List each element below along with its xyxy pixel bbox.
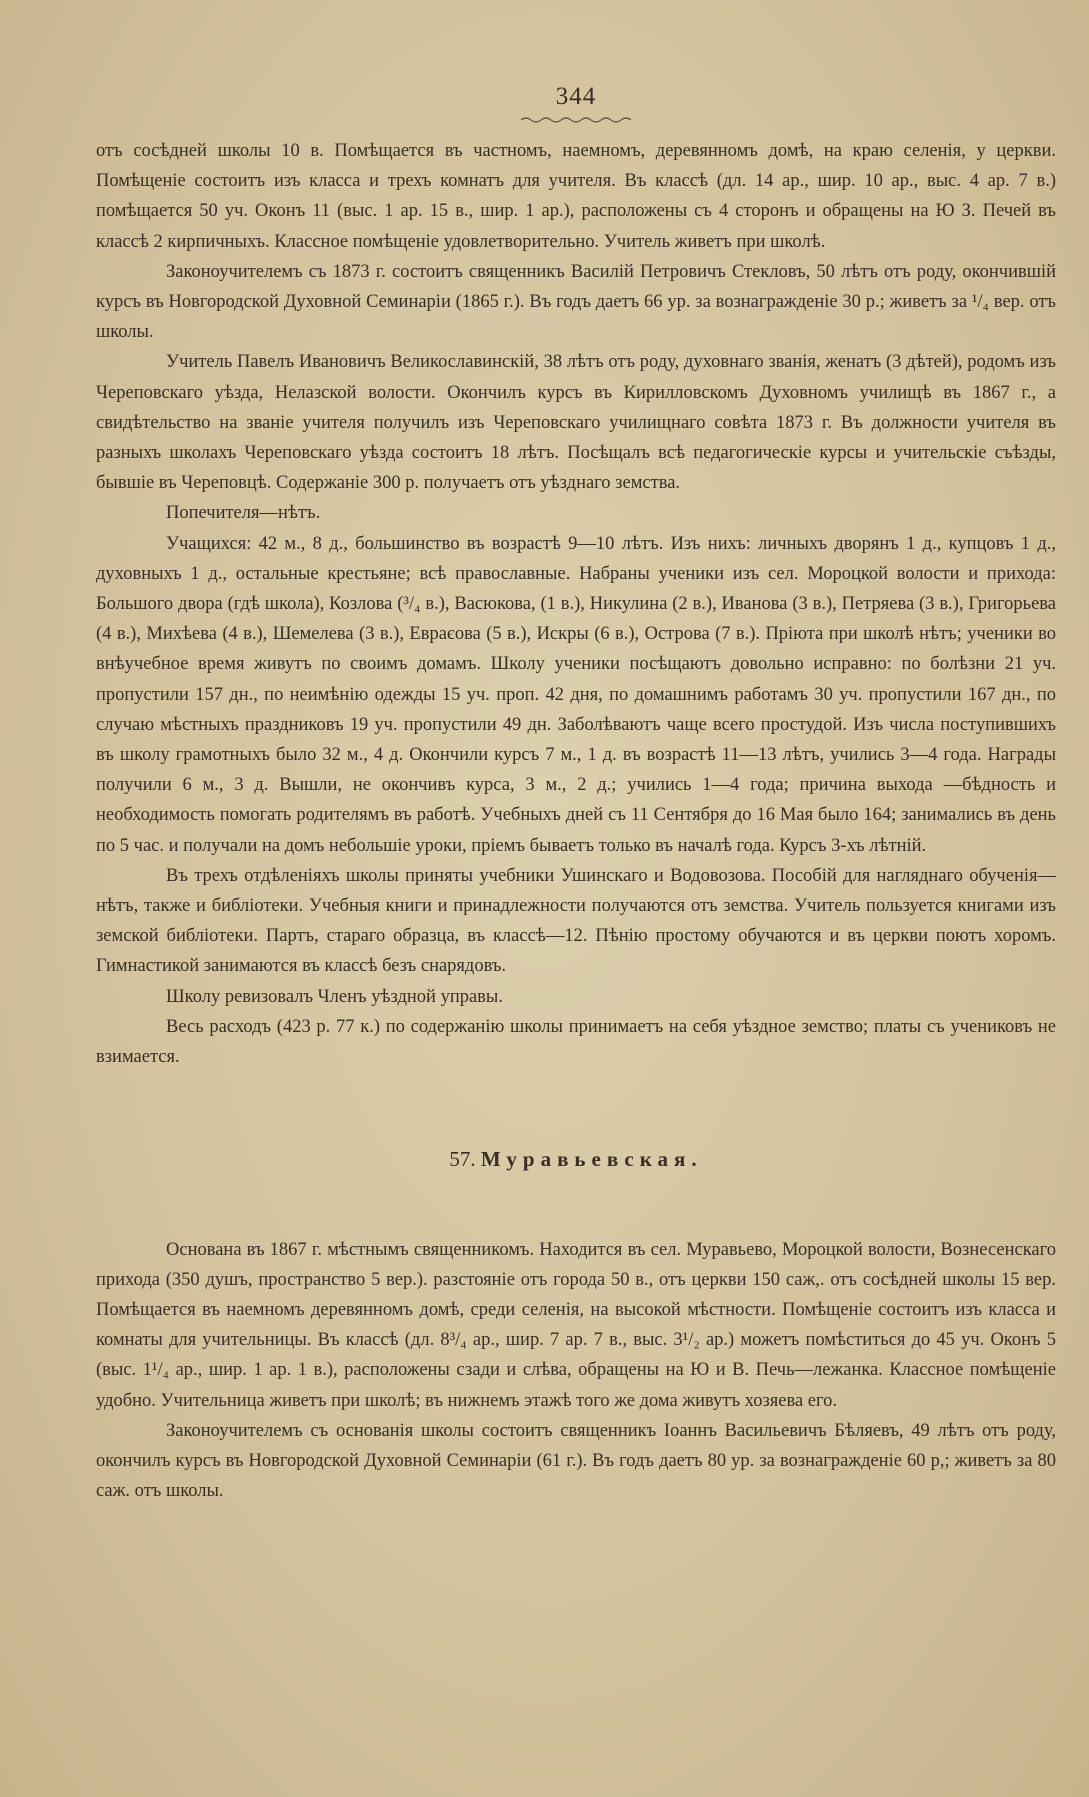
paragraph-3: Учитель Павелъ Ивановичъ Великославинскій, 38 лѣтъ отъ роду, духовнаго званія, женатъ (3 дѣтей), родомъ изъ Череповскаго уѣзда, Нелазской волости. Окончилъ курсъ въ Кирилловскомъ Духовномъ училищѣ въ 1867 г., а свидѣтельство на званіе учителя получилъ изъ Череповскаго училищнаго совѣта 1873 г. Въ должности учителя въ разныхъ школахъ Череповскаго уѣзда состоитъ 18 лѣтъ. Посѣщалъ всѣ педагогическіе курсы и учительскіе съѣзды, бывшіе въ Череповцѣ. Содержаніе 300 р. получаетъ отъ уѣзднаго земства. — [96, 352, 1056, 494]
section-number: 57. — [449, 1147, 476, 1172]
paragraph-8: Весь расходъ (423 р. 77 к.) по содержанію школы принимаетъ на себя уѣздное земство; платы съ учениковъ не взимается. — [96, 1016, 1056, 1068]
paragraph-1: отъ сосѣдней школы 10 в. Помѣщается въ частномъ, наемномъ, деревянномъ домѣ, на краю селенія, у церкви. Помѣщеніе состоитъ изъ класса и трехъ комнатъ для учителя. Въ классѣ (дл. 14 ар., шир. 10 ар., выс. 4 ар. 7 в.) помѣщается 50 уч. Оконъ 11 (выс. 1 ар. 15 в., шир. 1 ар.), расположены съ 4 сторонъ и обращены на Ю З. Печей въ классѣ 2 кирпичныхъ. Классное помѣщеніе удовлетворительно. Учитель живетъ при школѣ. — [96, 141, 1056, 252]
paragraph-5: Учащихся: 42 м., 8 д., большинство въ возрастѣ 9—10 лѣтъ. Изъ нихъ: личныхъ дворянъ 1 д., купцовъ 1 д., духовныхъ 1 д., остальные крестьяне; всѣ православные. Набраны ученики изъ сел. Мороцкой волости и прихода: Большого двора (гдѣ школа), Козлова (³/₄ в.), Васюкова, (1 в.), Никулина (2 в.), Иванова (3 в.), Петряева (3 в.), Григорьева (4 в.), Михѣева (4 в.), Шемелева (3 в.), Евраєова (5 в.), Искры (6 в.), Острова (7 в.). Пріюта при школѣ нѣтъ; ученики во внѣучебное время живутъ по своимъ домамъ. Школу ученики посѣщаютъ довольно исправно: по болѣзни 21 уч. пропустили 157 дн., по неимѣнію одежды 15 уч. проп. 42 дня, по домашнимъ работамъ 30 уч. пропустили 167 дн., по случаю мѣстныхъ праздниковъ 19 уч. пропустили 49 дн. Заболѣваютъ чаще всего простудой. Изъ числа поступившихъ въ школу грамотныхъ было 32 м., 4 д. Окончили курсъ 7 м., 1 д. въ возрастѣ 11—13 лѣтъ, учились 3—4 года. Награды получили 6 м., 3 д. Вышли, не окончивъ курса, 3 м., 2 д.; учились 1—4 года; причина выхода —бѣдность и необходимость помогать родителямъ въ работѣ. Учебныхъ дней съ 11 Сентября до 16 Мая было 164; занимались въ день по 5 час. и получали на домъ небольшіе уроки, пріемъ бываетъ только въ началѣ года. Курсъ 3-хъ лѣтній. — [96, 533, 1056, 856]
paragraph-9: Основана въ 1867 г. мѣстнымъ священникомъ. Находится въ сел. Муравьево, Мороцкой волости, Вознесенскаго прихода (350 душъ, пространство 5 вер.). разстояніе отъ города 50 в., отъ церкви 150 саж,. отъ сосѣдней школы 15 вер. Помѣщается въ наемномъ деревянномъ домѣ, среди селенія, на высокой мѣстности. Помѣщеніе состоитъ изъ класса и комнаты для учительницы. Въ классѣ (дл. 8³/₄ ар., шир. 7 ар. 7 в., выс. 3¹/₂ ар.) можетъ помѣститься до 45 уч. Оконъ 5 (выс. 1¹/₄ ар., шир. 1 ар. 1 в.), расположены сзади и слѣва, обращены на Ю и В. Печь—лежанка. Классное помѣщеніе удобно. Учительница живетъ при школѣ; въ нижнемъ этажѣ того же дома живутъ хозяева его. — [96, 1239, 1056, 1411]
paragraph-10: Законоучителемъ съ основанія школы состоитъ священникъ Іоаннъ Васильевичъ Бѣляевъ, 49 лѣтъ отъ роду, окончилъ курсъ въ Новгородской Духовной Семинаріи (61 г.). Въ годъ даетъ 80 ур. за вознагражденіе 60 р,; живетъ за 80 саж. отъ школы. — [96, 1420, 1056, 1502]
section-heading — [96, 1144, 1056, 1174]
wavy-ornament — [521, 116, 631, 124]
text-block-1 — [96, 136, 1056, 1072]
paragraph-4: Попечителя—нѣтъ. — [166, 503, 321, 524]
page-content — [96, 82, 1056, 1506]
text-block-2 — [96, 1235, 1056, 1507]
paragraph-2: Законоучителемъ съ 1873 г. состоитъ священникъ Василій Петровичъ Стекловъ, 50 лѣтъ отъ роду, окончившій курсъ въ Новгородской Духовной Семинаріи (1865 г.). Въ годъ даетъ 66 ур. за вознагражденіе 30 р.; живетъ за ¹/₄ вер. отъ школы. — [96, 261, 1056, 343]
section-name: Муравьевская. — [480, 1147, 703, 1172]
paragraph-7: Школу ревизовалъ Членъ уѣздной управы. — [166, 986, 503, 1007]
paragraph-6: Въ трехъ отдѣленіяхъ школы приняты учебники Ушинскаго и Водовозова. Пособій для нагляднаго обученія—нѣтъ, также и библіотеки. Учебныя книги и принадлежности получаются отъ земства. Учитель пользуется книгами изъ земской библіотеки. Партъ, стараго образца, въ классѣ—12. Пѣнію простому обучаются и въ церкви поютъ хоромъ. Гимнастикой занимаются въ классѣ безъ снарядовъ. — [96, 865, 1056, 977]
page-number: 344 — [555, 83, 597, 110]
